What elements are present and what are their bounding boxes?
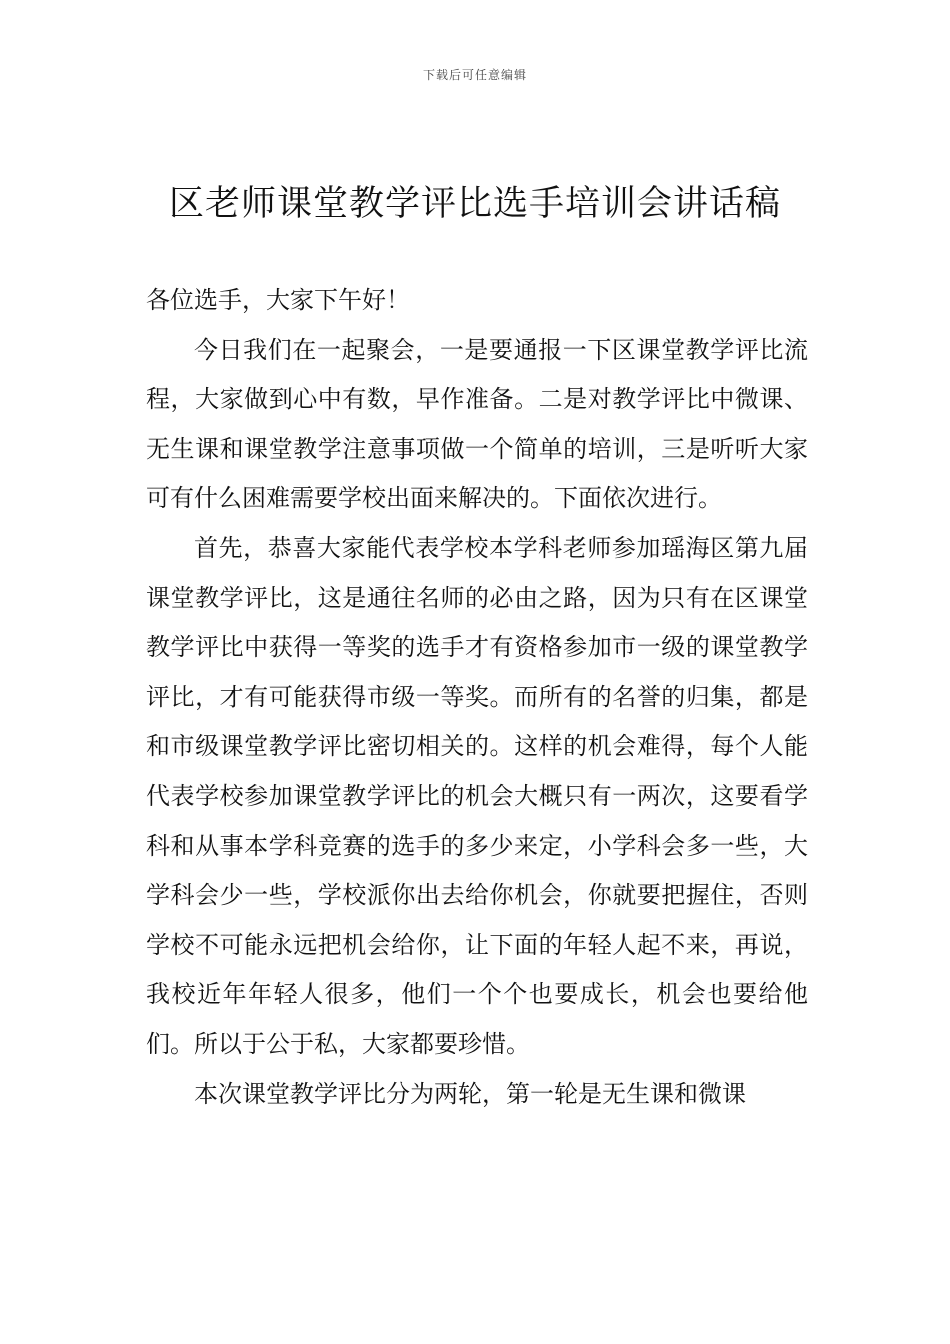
paragraph-congratulations: 首先，恭喜大家能代表学校本学科老师参加瑶海区第九届课堂教学评比，这是通往名师的必由之路，因为只有在区课堂教学评比中获得一等奖的选手才有资格参加市一级的课堂教学评比，才有可能获得市级一等奖。而所有的名誉的归集，都是和市级课堂教学评比密切相关的。这样的机会难得，每个人能代表学校参加课堂教学评比的机会大概只有一两次，这要看学科和从事本学科竞赛的选手的多少来定，小学科会多一些，大学科会少一些，学校派你出去给你机会，你就要把握住，否则学校不可能永远把机会给你，让下面的年轻人起不来，再说，我校近年年轻人很多，他们一个个也要成长，机会也要给他们。所以于公于私，大家都要珍惜。 <box>146 533 808 1058</box>
document-body <box>146 276 808 1119</box>
paragraph-rounds: 本次课堂教学评比分为两轮，第一轮是无生课和微课 <box>194 1079 746 1108</box>
greeting-line: 各位选手，大家下午好！ <box>146 286 410 314</box>
header-note: 下载后可任意编辑 <box>422 68 527 82</box>
paragraph-intro: 今日我们在一起聚会，一是要通报一下区课堂教学评比流程，大家做到心中有数，早作准备。二是对教学评比中微课、无生课和课堂教学注意事项做一个简单的培训，三是听听大家可有什么困难需要学校出面来解决的。下面依次进行。 <box>146 335 808 513</box>
document-title: 区老师课堂教学评比选手培训会讲话稿 <box>168 184 781 224</box>
